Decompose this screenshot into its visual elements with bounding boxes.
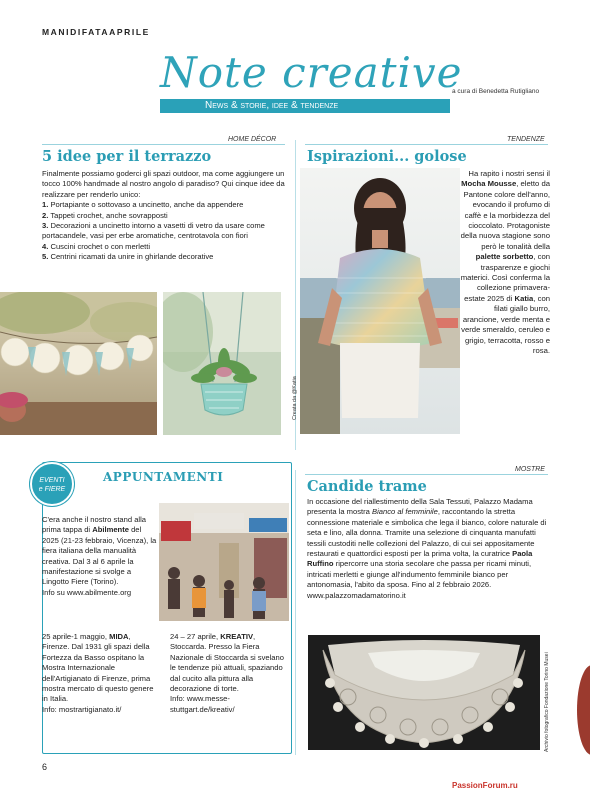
- list-item: 1. Portapiante o sottovaso a uncinetto, anche da appendere: [42, 200, 244, 210]
- page-title: Note creative: [160, 48, 463, 97]
- bunting-photo: [0, 292, 157, 435]
- article-body: Ha rapito i nostri sensi il Mocha Mousse, eletto da Pantone colore dell'anno, evocando il profumo di caffè e la morbidezza del cioccolato. Protagoniste della nuova stagione sono però le tonalità della palette sorbetto, con trasparenze e giochi materici. Così conferma la collezione primavera-estate 2025 di Katia, con filati giallo burro, arancione, verde menta e verde smeraldo, ceruleo e grigio, terracotta, rosso e rosa.: [460, 169, 550, 355]
- event-info: Info su www.abilmente.org: [42, 587, 132, 597]
- article-url: www.palazzomadamatorino.it: [307, 590, 406, 600]
- edge-decoration: [577, 665, 590, 755]
- intro-text: Finalmente possiamo goderci gli spazi outdoor, ma come aggiungere un tocco 100% handmade al nostro angolo di paradiso? Qui cinque idee da realizzare per renderlo unico:: [42, 169, 285, 199]
- article-body: In occasione del riallestimento della Sala Tessuti, Palazzo Madama presenta la mostra Bianco al femminile, raccontando la stretta connessione materiale e simbolica che lega il bianco, colore naturale di seta e lino, alla donna. Tramite una selezione di cinquanta manufatti tessili custoditi nelle collezioni del Palazzo, di cui sei appositamente restaurati e quattordici esposti per la prima volta, la curatrice Paola Ruffino ripercorre una storia secolare che passa per ricami minuti, intricati merletti e giunge all'indumento femminile bianco per antonomasia, l'abito da sposa. Fino al 2 febbraio 2026. www.palazzomadamatorino.it: [307, 497, 547, 600]
- section-rule: [305, 474, 548, 475]
- photo-credit: Archivio fotografico Fondazione Torino Musei: [544, 652, 550, 752]
- lace-collar-photo: [308, 635, 540, 750]
- section-label: HOME DÉCOR: [228, 136, 277, 143]
- section-rule: [42, 144, 285, 145]
- event-abilmente: C'era anche il nostro stand alla prima tappa di Abilmente del 2025 (21-23 febbraio, Vicenza), la fiera italiana della manualità creativa. Dal 3 al 6 aprile la manifestazione si svolge a Lingotto Fiere (Torino). Info su www.abilmente.org: [42, 515, 157, 597]
- section-rule: [305, 144, 548, 145]
- list-item: 5. Centrini ricamati da unire in ghirlande decorative: [42, 252, 214, 262]
- article-title: 5 idee per il terrazzo: [42, 148, 212, 165]
- magazine-name: MANIDIFATAAPRILE: [42, 27, 150, 37]
- page-number: 6: [42, 762, 48, 772]
- event-info: Info: www.messe-stuttgart.de/kreativ/: [170, 694, 235, 714]
- watermark: PassionForum.ru: [452, 781, 518, 790]
- article-body: [42, 169, 288, 263]
- subtitle-bar: News & storie, idee & tendenze: [160, 99, 450, 113]
- column-divider: [295, 470, 296, 755]
- article-title: Candide trame: [307, 478, 427, 495]
- byline: a cura di Benedetta Rutigliano: [452, 88, 540, 95]
- article-title: Ispirazioni... golose: [307, 148, 467, 165]
- fair-photo: [159, 503, 289, 621]
- section-label: MOSTRE: [515, 466, 545, 473]
- hanging-plant-photo: [163, 292, 281, 435]
- event-info: Info: mostrartigianato.it/: [42, 704, 122, 714]
- section-label: TENDENZE: [507, 136, 545, 143]
- list-item: 2. Tappeti crochet, anche sovrapposti: [42, 210, 168, 220]
- model-photo: [300, 168, 460, 434]
- photo-credit: Creata da @Katia: [292, 376, 298, 420]
- events-badge: EVENTI e FIERE: [30, 462, 74, 506]
- events-title: APPUNTAMENTI: [100, 470, 226, 484]
- list-item: 3. Decorazioni a uncinetto intorno a vasetti di vetro da usare come portacandele, vasi per erbe aromatiche, centrotavola con fiori: [42, 221, 265, 241]
- list-item: 4. Cuscini crochet o con merletti: [42, 241, 151, 251]
- event-mida: 25 aprile-1 maggio, MIDA, Firenze. Dal 1931 gli spazi della Fortezza da Basso ospitano la Mostra Internazionale dell'Artigianato di Firenze, prima mostra mercato di questo genere in Italia. Info: mostrartigianato.it/: [42, 632, 154, 714]
- event-kreativ: 24 – 27 aprile, KREATIV, Stoccarda. Presso la Fiera Nazionale di Stoccarda si svelano le tendenze più attuali, spaziando dal cucito alla pittura alla decorazione di torte. Info: www.messe-stuttgart.de/kreativ/: [170, 632, 284, 714]
